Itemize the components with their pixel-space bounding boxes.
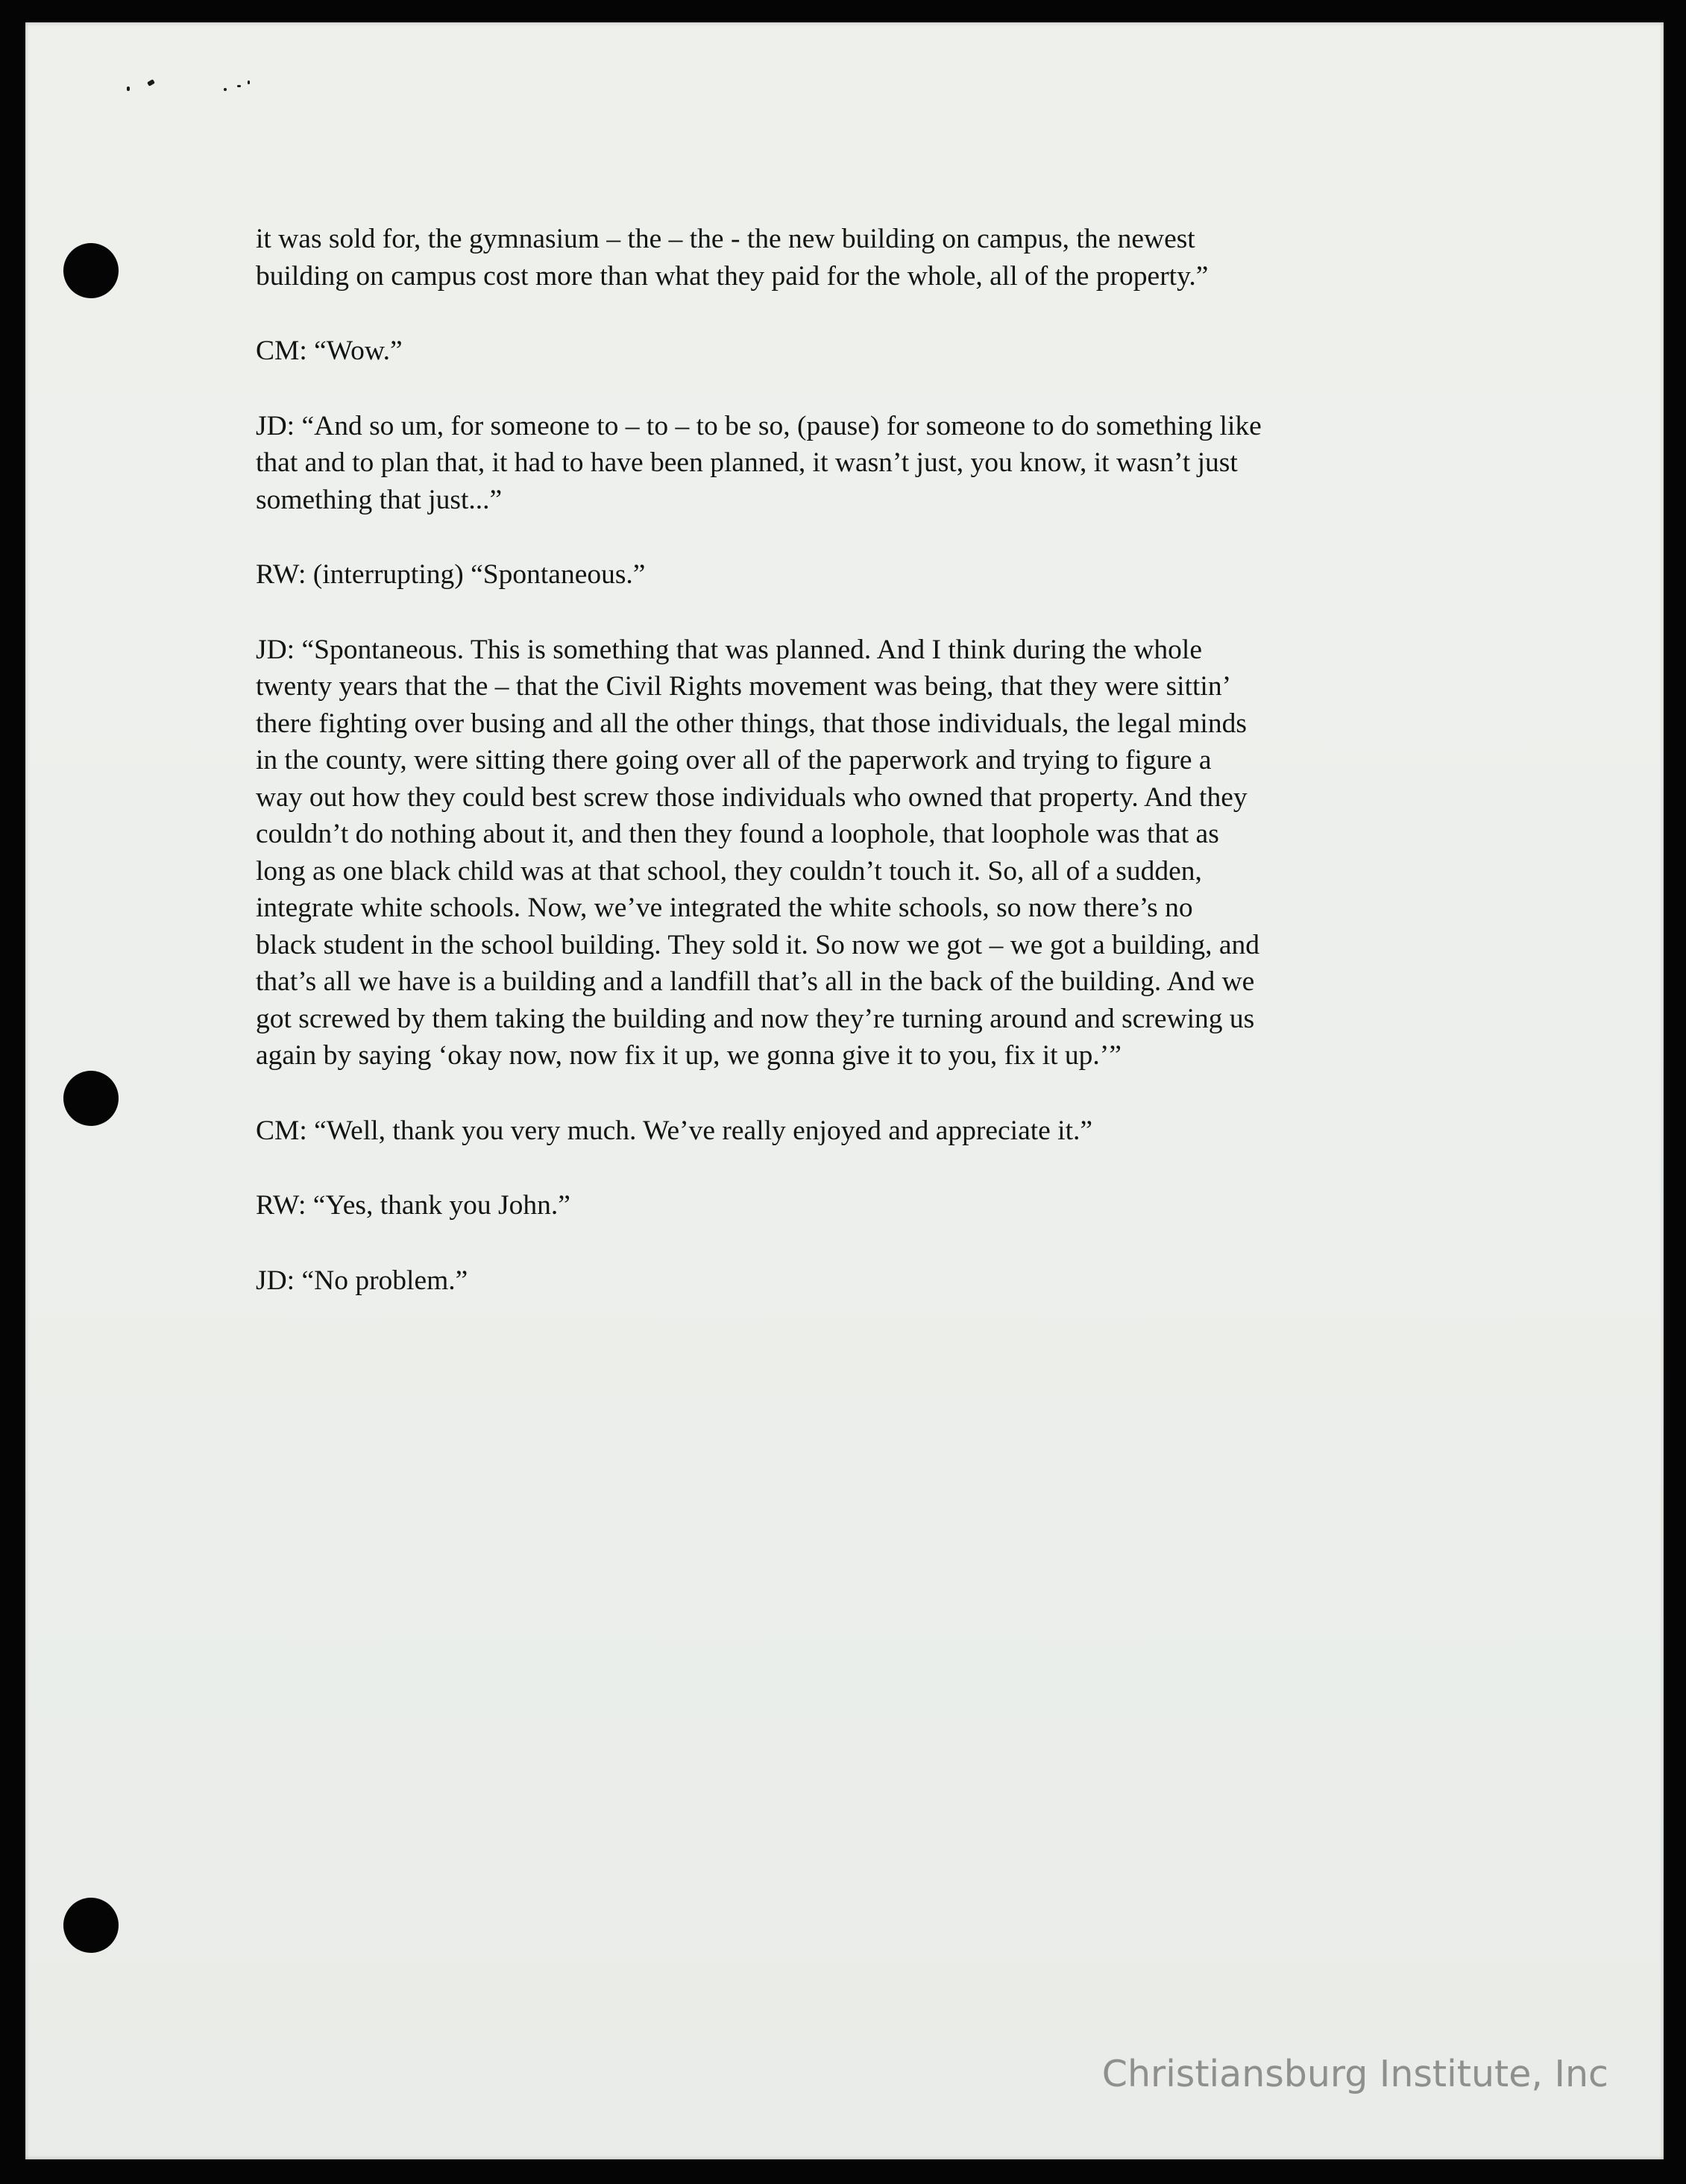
transcript-paragraph: JD: “No problem.” xyxy=(256,1265,468,1296)
binder-hole-top xyxy=(63,243,119,298)
transcript-paragraph: RW: “Yes, thank you John.” xyxy=(256,1190,570,1221)
transcript-paragraph: CM: “Well, thank you very much. We’ve really enjoyed and appreciate it.” xyxy=(256,1115,1093,1146)
transcript-paragraph: it was sold for, the gymnasium – the – the - the new building on campus, the newest building on campus cost more than what they paid for the whole, all of the property.” xyxy=(256,224,1209,292)
binder-hole-middle xyxy=(63,1071,119,1126)
transcript-paragraph: JD: “Spontaneous. This is something that was planned. And I think during the whole twenty years that the – that the Civil Rights movement was being, that they were sittin’ there fighting over busing and all the other things, that those individuals, the legal minds in the county, were sitting there going over all of the paperwork and trying to figure a way out how they could best screw those individuals who owned that property. And they couldn’t do nothing about it, and then they found a loophole, that loophole was that as long as one black child was at that school, they couldn’t touch it. So, all of a sudden, integrate white schools. Now, we’ve integrated the white schools, so now there’s no black student in the school building. They sold it. So now we got – we got a building, and that’s all we have is a building and a landfill that’s all in the back of the building. And we got screwed by them taking the building and now they’re turning around and screwing us again by saying ‘okay now, now fix it up, we gonna give it to you, fix it up.’” xyxy=(256,634,1260,1071)
stray-mark xyxy=(127,86,130,91)
watermark: Christiansburg Institute, Inc xyxy=(1101,2053,1608,2095)
stray-mark xyxy=(248,81,250,84)
binder-hole-bottom xyxy=(63,1898,119,1953)
transcript-paragraph: JD: “And so um, for someone to – to – to be so, (pause) for someone to do something like that and to plan that, it had to have been planned, it wasn’t just, you know, it wasn’t just something that just...” xyxy=(256,410,1262,515)
transcript-paragraph: CM: “Wow.” xyxy=(256,336,403,366)
transcript-body xyxy=(256,221,1434,1337)
transcript-paragraph: RW: (interrupting) “Spontaneous.” xyxy=(256,559,646,590)
stray-mark xyxy=(224,88,227,91)
stray-mark xyxy=(237,85,241,87)
